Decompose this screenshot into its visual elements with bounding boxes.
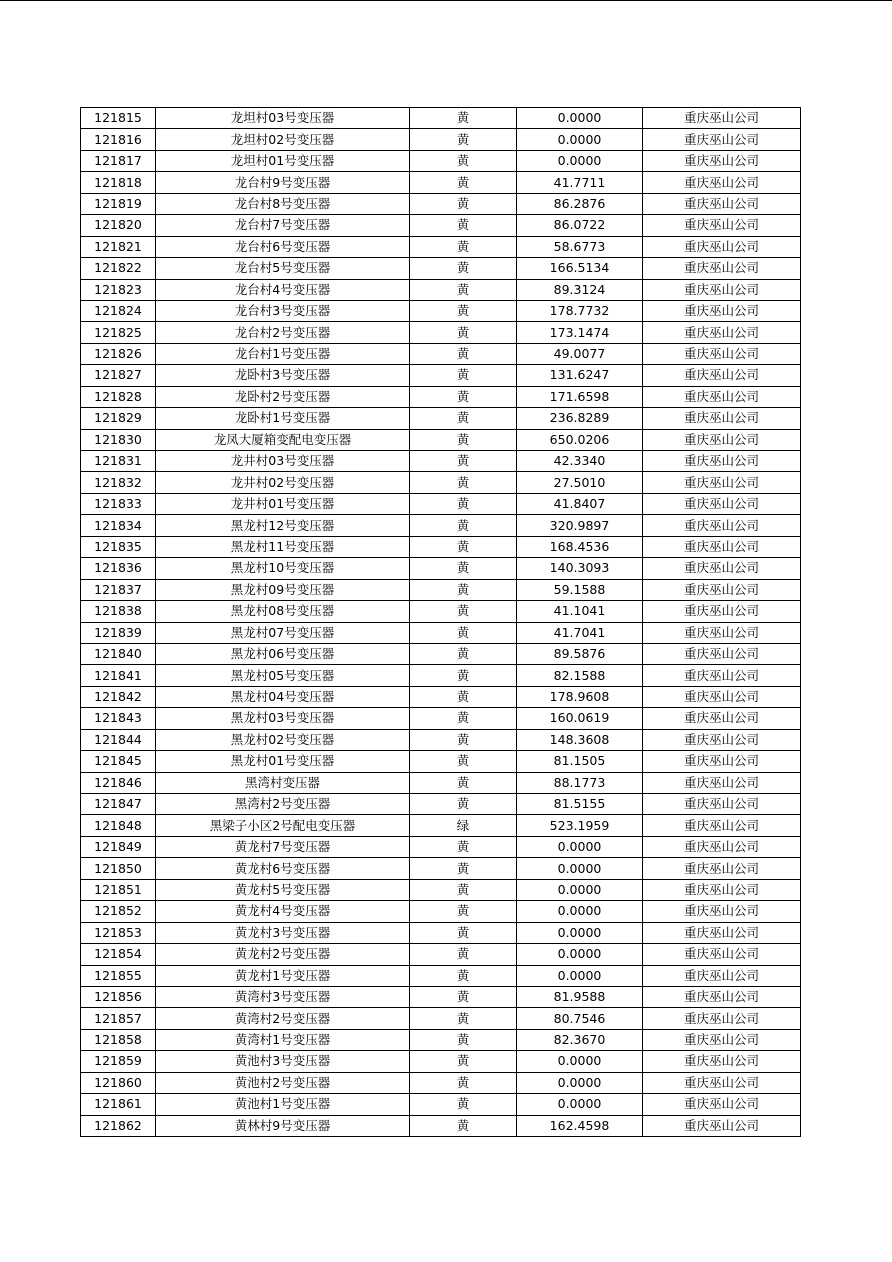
cell-level: 黄 bbox=[410, 1008, 517, 1029]
table-row bbox=[81, 365, 801, 386]
table-row bbox=[81, 279, 801, 300]
cell-id: 121856 bbox=[81, 986, 156, 1007]
cell-id: 121859 bbox=[81, 1051, 156, 1072]
table-row bbox=[81, 1008, 801, 1029]
cell-transformer-name: 黑湾村2号变压器 bbox=[156, 794, 410, 815]
cell-level: 黄 bbox=[410, 558, 517, 579]
cell-company: 重庆巫山公司 bbox=[643, 794, 801, 815]
table-row bbox=[81, 815, 801, 836]
cell-level: 黄 bbox=[410, 1115, 517, 1136]
table-row bbox=[81, 408, 801, 429]
cell-company: 重庆巫山公司 bbox=[643, 1115, 801, 1136]
cell-level: 黄 bbox=[410, 343, 517, 364]
cell-company: 重庆巫山公司 bbox=[643, 1008, 801, 1029]
cell-company: 重庆巫山公司 bbox=[643, 150, 801, 171]
cell-level: 黄 bbox=[410, 258, 517, 279]
cell-company: 重庆巫山公司 bbox=[643, 343, 801, 364]
cell-id: 121862 bbox=[81, 1115, 156, 1136]
cell-id: 121843 bbox=[81, 708, 156, 729]
cell-level: 黄 bbox=[410, 922, 517, 943]
cell-value: 0.0000 bbox=[517, 922, 643, 943]
cell-level: 黄 bbox=[410, 944, 517, 965]
transformer-table bbox=[80, 107, 801, 1137]
cell-company: 重庆巫山公司 bbox=[643, 772, 801, 793]
table-row bbox=[81, 643, 801, 664]
cell-id: 121817 bbox=[81, 150, 156, 171]
cell-value: 41.7711 bbox=[517, 172, 643, 193]
cell-id: 121852 bbox=[81, 901, 156, 922]
cell-company: 重庆巫山公司 bbox=[643, 944, 801, 965]
table-row bbox=[81, 493, 801, 514]
cell-company: 重庆巫山公司 bbox=[643, 922, 801, 943]
cell-value: 0.0000 bbox=[517, 879, 643, 900]
table-row bbox=[81, 215, 801, 236]
cell-level: 黄 bbox=[410, 986, 517, 1007]
cell-id: 121825 bbox=[81, 322, 156, 343]
cell-id: 121823 bbox=[81, 279, 156, 300]
cell-value: 171.6598 bbox=[517, 386, 643, 407]
cell-level: 黄 bbox=[410, 1072, 517, 1093]
cell-level: 黄 bbox=[410, 1029, 517, 1050]
cell-company: 重庆巫山公司 bbox=[643, 236, 801, 257]
table-row bbox=[81, 879, 801, 900]
cell-level: 黄 bbox=[410, 751, 517, 772]
table-row bbox=[81, 429, 801, 450]
table-row bbox=[81, 901, 801, 922]
cell-company: 重庆巫山公司 bbox=[643, 1094, 801, 1115]
cell-id: 121819 bbox=[81, 193, 156, 214]
cell-level: 黄 bbox=[410, 536, 517, 557]
cell-company: 重庆巫山公司 bbox=[643, 322, 801, 343]
cell-id: 121818 bbox=[81, 172, 156, 193]
table-row bbox=[81, 836, 801, 857]
cell-value: 41.7041 bbox=[517, 622, 643, 643]
table-row bbox=[81, 1072, 801, 1093]
cell-transformer-name: 黄龙村5号变压器 bbox=[156, 879, 410, 900]
cell-id: 121835 bbox=[81, 536, 156, 557]
cell-id: 121855 bbox=[81, 965, 156, 986]
cell-id: 121850 bbox=[81, 858, 156, 879]
cell-value: 86.2876 bbox=[517, 193, 643, 214]
cell-company: 重庆巫山公司 bbox=[643, 1051, 801, 1072]
cell-id: 121840 bbox=[81, 643, 156, 664]
cell-id: 121815 bbox=[81, 108, 156, 129]
table-row bbox=[81, 794, 801, 815]
cell-value: 650.0206 bbox=[517, 429, 643, 450]
cell-level: 黄 bbox=[410, 579, 517, 600]
cell-transformer-name: 龙台村8号变压器 bbox=[156, 193, 410, 214]
cell-company: 重庆巫山公司 bbox=[643, 986, 801, 1007]
cell-transformer-name: 黄龙村6号变压器 bbox=[156, 858, 410, 879]
cell-company: 重庆巫山公司 bbox=[643, 129, 801, 150]
cell-level: 黄 bbox=[410, 601, 517, 622]
table-row bbox=[81, 451, 801, 472]
cell-value: 148.3608 bbox=[517, 729, 643, 750]
cell-transformer-name: 黄龙村3号变压器 bbox=[156, 922, 410, 943]
table-row bbox=[81, 300, 801, 321]
cell-transformer-name: 龙台村5号变压器 bbox=[156, 258, 410, 279]
cell-level: 黄 bbox=[410, 836, 517, 857]
cell-transformer-name: 黄龙村2号变压器 bbox=[156, 944, 410, 965]
cell-company: 重庆巫山公司 bbox=[643, 472, 801, 493]
cell-company: 重庆巫山公司 bbox=[643, 215, 801, 236]
cell-transformer-name: 龙坦村02号变压器 bbox=[156, 129, 410, 150]
cell-value: 0.0000 bbox=[517, 1051, 643, 1072]
cell-transformer-name: 龙台村7号变压器 bbox=[156, 215, 410, 236]
cell-id: 121854 bbox=[81, 944, 156, 965]
cell-level: 黄 bbox=[410, 172, 517, 193]
cell-id: 121841 bbox=[81, 665, 156, 686]
cell-value: 173.1474 bbox=[517, 322, 643, 343]
table-row bbox=[81, 129, 801, 150]
table-row bbox=[81, 686, 801, 707]
cell-value: 81.9588 bbox=[517, 986, 643, 1007]
table-row bbox=[81, 944, 801, 965]
cell-transformer-name: 黑龙村02号变压器 bbox=[156, 729, 410, 750]
cell-company: 重庆巫山公司 bbox=[643, 365, 801, 386]
cell-level: 黄 bbox=[410, 451, 517, 472]
cell-transformer-name: 黑龙村06号变压器 bbox=[156, 643, 410, 664]
cell-id: 121849 bbox=[81, 836, 156, 857]
cell-level: 黄 bbox=[410, 665, 517, 686]
table-row bbox=[81, 108, 801, 129]
cell-level: 黄 bbox=[410, 408, 517, 429]
cell-level: 黄 bbox=[410, 300, 517, 321]
cell-level: 黄 bbox=[410, 729, 517, 750]
cell-company: 重庆巫山公司 bbox=[643, 858, 801, 879]
cell-transformer-name: 黑龙村03号变压器 bbox=[156, 708, 410, 729]
cell-transformer-name: 黑龙村07号变压器 bbox=[156, 622, 410, 643]
table-row bbox=[81, 965, 801, 986]
table-row bbox=[81, 386, 801, 407]
cell-id: 121842 bbox=[81, 686, 156, 707]
cell-transformer-name: 龙台村3号变压器 bbox=[156, 300, 410, 321]
cell-company: 重庆巫山公司 bbox=[643, 429, 801, 450]
table-row bbox=[81, 536, 801, 557]
cell-level: 黄 bbox=[410, 193, 517, 214]
cell-transformer-name: 黄龙村7号变压器 bbox=[156, 836, 410, 857]
cell-company: 重庆巫山公司 bbox=[643, 879, 801, 900]
cell-level: 黄 bbox=[410, 708, 517, 729]
cell-value: 160.0619 bbox=[517, 708, 643, 729]
cell-transformer-name: 黑龙村08号变压器 bbox=[156, 601, 410, 622]
table-row bbox=[81, 258, 801, 279]
cell-id: 121851 bbox=[81, 879, 156, 900]
cell-level: 黄 bbox=[410, 215, 517, 236]
cell-company: 重庆巫山公司 bbox=[643, 686, 801, 707]
cell-value: 58.6773 bbox=[517, 236, 643, 257]
cell-company: 重庆巫山公司 bbox=[643, 836, 801, 857]
table-row bbox=[81, 1051, 801, 1072]
cell-level: 黄 bbox=[410, 965, 517, 986]
cell-transformer-name: 黄池村1号变压器 bbox=[156, 1094, 410, 1115]
cell-level: 黄 bbox=[410, 794, 517, 815]
table-row bbox=[81, 708, 801, 729]
cell-value: 131.6247 bbox=[517, 365, 643, 386]
cell-transformer-name: 龙卧村2号变压器 bbox=[156, 386, 410, 407]
cell-id: 121828 bbox=[81, 386, 156, 407]
cell-level: 黄 bbox=[410, 493, 517, 514]
cell-transformer-name: 黑龙村04号变压器 bbox=[156, 686, 410, 707]
cell-level: 黄 bbox=[410, 236, 517, 257]
cell-transformer-name: 龙凤大厦箱变配电变压器 bbox=[156, 429, 410, 450]
cell-company: 重庆巫山公司 bbox=[643, 536, 801, 557]
cell-id: 121846 bbox=[81, 772, 156, 793]
cell-level: 黄 bbox=[410, 772, 517, 793]
cell-value: 27.5010 bbox=[517, 472, 643, 493]
cell-company: 重庆巫山公司 bbox=[643, 965, 801, 986]
cell-level: 黄 bbox=[410, 515, 517, 536]
table-row bbox=[81, 579, 801, 600]
cell-value: 0.0000 bbox=[517, 836, 643, 857]
cell-value: 0.0000 bbox=[517, 150, 643, 171]
cell-id: 121821 bbox=[81, 236, 156, 257]
cell-company: 重庆巫山公司 bbox=[643, 172, 801, 193]
table-row bbox=[81, 236, 801, 257]
table-row bbox=[81, 772, 801, 793]
cell-value: 86.0722 bbox=[517, 215, 643, 236]
cell-company: 重庆巫山公司 bbox=[643, 108, 801, 129]
table-row bbox=[81, 622, 801, 643]
cell-company: 重庆巫山公司 bbox=[643, 300, 801, 321]
cell-company: 重庆巫山公司 bbox=[643, 729, 801, 750]
cell-value: 168.4536 bbox=[517, 536, 643, 557]
table-row bbox=[81, 472, 801, 493]
cell-company: 重庆巫山公司 bbox=[643, 193, 801, 214]
table-row bbox=[81, 558, 801, 579]
table-row bbox=[81, 343, 801, 364]
cell-value: 81.1505 bbox=[517, 751, 643, 772]
cell-level: 黄 bbox=[410, 279, 517, 300]
cell-level: 黄 bbox=[410, 858, 517, 879]
cell-company: 重庆巫山公司 bbox=[643, 751, 801, 772]
cell-company: 重庆巫山公司 bbox=[643, 493, 801, 514]
cell-transformer-name: 龙井村03号变压器 bbox=[156, 451, 410, 472]
cell-level: 黄 bbox=[410, 108, 517, 129]
table-body bbox=[81, 108, 801, 1137]
table-row bbox=[81, 1094, 801, 1115]
cell-company: 重庆巫山公司 bbox=[643, 386, 801, 407]
cell-id: 121848 bbox=[81, 815, 156, 836]
cell-value: 41.8407 bbox=[517, 493, 643, 514]
cell-value: 41.1041 bbox=[517, 601, 643, 622]
cell-value: 59.1588 bbox=[517, 579, 643, 600]
table-row bbox=[81, 193, 801, 214]
cell-value: 0.0000 bbox=[517, 108, 643, 129]
cell-value: 89.3124 bbox=[517, 279, 643, 300]
cell-transformer-name: 黑龙村12号变压器 bbox=[156, 515, 410, 536]
cell-company: 重庆巫山公司 bbox=[643, 279, 801, 300]
cell-transformer-name: 龙井村02号变压器 bbox=[156, 472, 410, 493]
cell-transformer-name: 龙台村2号变压器 bbox=[156, 322, 410, 343]
cell-company: 重庆巫山公司 bbox=[643, 643, 801, 664]
cell-transformer-name: 龙台村1号变压器 bbox=[156, 343, 410, 364]
cell-level: 黄 bbox=[410, 622, 517, 643]
cell-value: 0.0000 bbox=[517, 1094, 643, 1115]
cell-level: 黄 bbox=[410, 1094, 517, 1115]
cell-value: 42.3340 bbox=[517, 451, 643, 472]
cell-id: 121844 bbox=[81, 729, 156, 750]
table-row bbox=[81, 858, 801, 879]
cell-id: 121847 bbox=[81, 794, 156, 815]
cell-id: 121816 bbox=[81, 129, 156, 150]
cell-value: 81.5155 bbox=[517, 794, 643, 815]
cell-value: 82.1588 bbox=[517, 665, 643, 686]
cell-transformer-name: 黄池村2号变压器 bbox=[156, 1072, 410, 1093]
cell-level: 黄 bbox=[410, 472, 517, 493]
cell-id: 121838 bbox=[81, 601, 156, 622]
cell-id: 121820 bbox=[81, 215, 156, 236]
cell-value: 140.3093 bbox=[517, 558, 643, 579]
cell-id: 121853 bbox=[81, 922, 156, 943]
cell-level: 黄 bbox=[410, 150, 517, 171]
cell-transformer-name: 黄湾村2号变压器 bbox=[156, 1008, 410, 1029]
cell-transformer-name: 黑龙村10号变压器 bbox=[156, 558, 410, 579]
cell-value: 523.1959 bbox=[517, 815, 643, 836]
cell-level: 黄 bbox=[410, 386, 517, 407]
cell-transformer-name: 黄湾村1号变压器 bbox=[156, 1029, 410, 1050]
table-row bbox=[81, 1029, 801, 1050]
cell-transformer-name: 龙坦村03号变压器 bbox=[156, 108, 410, 129]
cell-company: 重庆巫山公司 bbox=[643, 1029, 801, 1050]
cell-value: 88.1773 bbox=[517, 772, 643, 793]
cell-id: 121826 bbox=[81, 343, 156, 364]
table-row bbox=[81, 172, 801, 193]
cell-company: 重庆巫山公司 bbox=[643, 451, 801, 472]
cell-company: 重庆巫山公司 bbox=[643, 258, 801, 279]
table-row bbox=[81, 601, 801, 622]
page-top-rule bbox=[0, 0, 892, 1]
cell-level: 黄 bbox=[410, 686, 517, 707]
cell-value: 0.0000 bbox=[517, 1072, 643, 1093]
cell-company: 重庆巫山公司 bbox=[643, 515, 801, 536]
cell-transformer-name: 黄龙村1号变压器 bbox=[156, 965, 410, 986]
cell-transformer-name: 黄湾村3号变压器 bbox=[156, 986, 410, 1007]
cell-value: 178.9608 bbox=[517, 686, 643, 707]
cell-level: 黄 bbox=[410, 365, 517, 386]
cell-id: 121857 bbox=[81, 1008, 156, 1029]
cell-id: 121829 bbox=[81, 408, 156, 429]
cell-transformer-name: 黑梁子小区2号配电变压器 bbox=[156, 815, 410, 836]
cell-company: 重庆巫山公司 bbox=[643, 901, 801, 922]
cell-transformer-name: 黑龙村11号变压器 bbox=[156, 536, 410, 557]
cell-id: 121861 bbox=[81, 1094, 156, 1115]
cell-transformer-name: 龙台村6号变压器 bbox=[156, 236, 410, 257]
cell-value: 178.7732 bbox=[517, 300, 643, 321]
cell-transformer-name: 黄池村3号变压器 bbox=[156, 1051, 410, 1072]
cell-value: 82.3670 bbox=[517, 1029, 643, 1050]
cell-company: 重庆巫山公司 bbox=[643, 815, 801, 836]
cell-transformer-name: 龙井村01号变压器 bbox=[156, 493, 410, 514]
cell-value: 166.5134 bbox=[517, 258, 643, 279]
cell-value: 162.4598 bbox=[517, 1115, 643, 1136]
cell-company: 重庆巫山公司 bbox=[643, 708, 801, 729]
cell-company: 重庆巫山公司 bbox=[643, 408, 801, 429]
cell-value: 0.0000 bbox=[517, 901, 643, 922]
cell-id: 121839 bbox=[81, 622, 156, 643]
cell-value: 89.5876 bbox=[517, 643, 643, 664]
cell-level: 黄 bbox=[410, 643, 517, 664]
cell-id: 121858 bbox=[81, 1029, 156, 1050]
cell-id: 121831 bbox=[81, 451, 156, 472]
cell-id: 121827 bbox=[81, 365, 156, 386]
cell-transformer-name: 黄林村9号变压器 bbox=[156, 1115, 410, 1136]
cell-id: 121834 bbox=[81, 515, 156, 536]
cell-value: 0.0000 bbox=[517, 944, 643, 965]
cell-transformer-name: 龙台村4号变压器 bbox=[156, 279, 410, 300]
cell-transformer-name: 黑湾村变压器 bbox=[156, 772, 410, 793]
table-row bbox=[81, 665, 801, 686]
cell-value: 320.9897 bbox=[517, 515, 643, 536]
cell-transformer-name: 黄龙村4号变压器 bbox=[156, 901, 410, 922]
cell-id: 121832 bbox=[81, 472, 156, 493]
cell-company: 重庆巫山公司 bbox=[643, 665, 801, 686]
cell-transformer-name: 龙坦村01号变压器 bbox=[156, 150, 410, 171]
table-row bbox=[81, 515, 801, 536]
cell-transformer-name: 龙台村9号变压器 bbox=[156, 172, 410, 193]
cell-company: 重庆巫山公司 bbox=[643, 622, 801, 643]
cell-id: 121836 bbox=[81, 558, 156, 579]
cell-transformer-name: 黑龙村09号变压器 bbox=[156, 579, 410, 600]
cell-value: 49.0077 bbox=[517, 343, 643, 364]
cell-level: 黄 bbox=[410, 901, 517, 922]
cell-id: 121822 bbox=[81, 258, 156, 279]
cell-value: 80.7546 bbox=[517, 1008, 643, 1029]
cell-id: 121837 bbox=[81, 579, 156, 600]
cell-id: 121824 bbox=[81, 300, 156, 321]
cell-company: 重庆巫山公司 bbox=[643, 558, 801, 579]
cell-value: 0.0000 bbox=[517, 129, 643, 150]
cell-company: 重庆巫山公司 bbox=[643, 579, 801, 600]
cell-id: 121830 bbox=[81, 429, 156, 450]
cell-level: 黄 bbox=[410, 429, 517, 450]
cell-id: 121845 bbox=[81, 751, 156, 772]
table-row bbox=[81, 729, 801, 750]
cell-level: 绿 bbox=[410, 815, 517, 836]
cell-value: 0.0000 bbox=[517, 858, 643, 879]
table-row bbox=[81, 150, 801, 171]
cell-level: 黄 bbox=[410, 1051, 517, 1072]
cell-transformer-name: 龙卧村1号变压器 bbox=[156, 408, 410, 429]
table-row bbox=[81, 922, 801, 943]
table-row bbox=[81, 322, 801, 343]
cell-id: 121860 bbox=[81, 1072, 156, 1093]
cell-company: 重庆巫山公司 bbox=[643, 1072, 801, 1093]
table-row bbox=[81, 1115, 801, 1136]
cell-company: 重庆巫山公司 bbox=[643, 601, 801, 622]
cell-level: 黄 bbox=[410, 879, 517, 900]
cell-transformer-name: 黑龙村01号变压器 bbox=[156, 751, 410, 772]
cell-value: 236.8289 bbox=[517, 408, 643, 429]
cell-level: 黄 bbox=[410, 129, 517, 150]
table-row bbox=[81, 986, 801, 1007]
table-row bbox=[81, 751, 801, 772]
cell-value: 0.0000 bbox=[517, 965, 643, 986]
cell-id: 121833 bbox=[81, 493, 156, 514]
cell-level: 黄 bbox=[410, 322, 517, 343]
cell-transformer-name: 黑龙村05号变压器 bbox=[156, 665, 410, 686]
cell-transformer-name: 龙卧村3号变压器 bbox=[156, 365, 410, 386]
